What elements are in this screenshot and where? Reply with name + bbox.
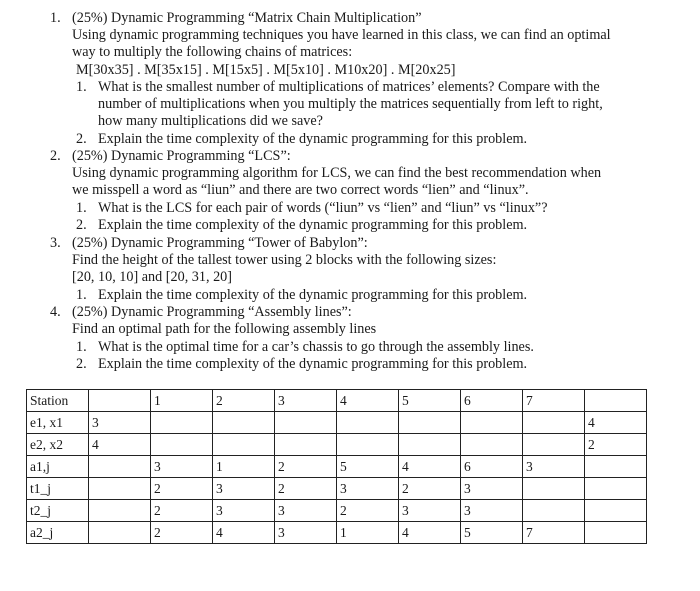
table-cell <box>275 412 337 434</box>
table-cell <box>461 434 523 456</box>
table-cell: 2 <box>151 522 213 544</box>
table-cell <box>89 478 151 500</box>
question-2-sub-2-number: 2. <box>76 217 87 233</box>
question-4-title: (25%) Dynamic Programming “Assembly lines”: <box>72 304 352 320</box>
table-cell: 4 <box>337 390 399 412</box>
question-2-body-line: we misspell a word as “liun” and there are two correct words “lien” and “linux”. <box>72 182 529 198</box>
table-cell: 3 <box>213 478 275 500</box>
table-cell: 3 <box>399 500 461 522</box>
table-row <box>27 500 647 522</box>
table-cell <box>585 456 647 478</box>
table-cell: 3 <box>275 390 337 412</box>
table-cell: 4 <box>89 434 151 456</box>
question-1-number: 1. <box>50 10 61 26</box>
table-cell: a1,j <box>27 456 89 478</box>
table-cell: 3 <box>89 412 151 434</box>
table-cell: 2 <box>585 434 647 456</box>
table-cell <box>275 434 337 456</box>
table-cell: 5 <box>337 456 399 478</box>
table-cell <box>461 412 523 434</box>
table-cell: t1_j <box>27 478 89 500</box>
table-cell <box>523 434 585 456</box>
table-cell: 4 <box>399 522 461 544</box>
question-4-sub-2-number: 2. <box>76 356 87 372</box>
question-3-number: 3. <box>50 235 61 251</box>
question-2-sub-1-number: 1. <box>76 200 87 216</box>
table-cell: Station <box>27 390 89 412</box>
table-cell <box>337 412 399 434</box>
question-1-sub-1-line: What is the smallest number of multiplications of matrices’ elements? Compare with the <box>98 79 600 95</box>
table-cell: 3 <box>151 456 213 478</box>
table-row <box>27 434 647 456</box>
table-cell <box>151 412 213 434</box>
table-cell: 6 <box>461 456 523 478</box>
question-4-sub-1-number: 1. <box>76 339 87 355</box>
assembly-line-table <box>26 389 647 544</box>
table-cell: 4 <box>585 412 647 434</box>
table-cell: 5 <box>461 522 523 544</box>
question-1-body-line: Using dynamic programming techniques you have learned in this class, we can find an optimal <box>72 27 611 43</box>
question-4-number: 4. <box>50 304 61 320</box>
table-cell <box>585 390 647 412</box>
table-cell: 2 <box>275 456 337 478</box>
table-cell: 2 <box>275 478 337 500</box>
question-3-body-line: [20, 10, 10] and [20, 31, 20] <box>72 269 232 285</box>
table-cell: 3 <box>337 478 399 500</box>
question-2-body-line: Using dynamic programming algorithm for LCS, we can find the best recommendation when <box>72 165 602 181</box>
table-row <box>27 412 647 434</box>
matrix-chain: M[30x35] . M[35x15] . M[15x5] . M[5x10] . M10x20] . M[20x25] <box>76 62 456 78</box>
table-cell <box>89 390 151 412</box>
question-2-sub-2-line: Explain the time complexity of the dynamic programming for this problem. <box>98 217 528 233</box>
table-cell: 6 <box>461 390 523 412</box>
table-cell <box>523 478 585 500</box>
question-2-number: 2. <box>50 148 61 164</box>
table-cell: 1 <box>337 522 399 544</box>
question-1-sub-2-number: 2. <box>76 131 87 147</box>
table-cell <box>89 522 151 544</box>
table-cell: 1 <box>213 456 275 478</box>
table-row <box>27 478 647 500</box>
question-2-title: (25%) Dynamic Programming “LCS”: <box>72 148 291 164</box>
table-cell <box>585 478 647 500</box>
table-cell: 3 <box>461 500 523 522</box>
table-cell <box>585 500 647 522</box>
table-cell: 3 <box>275 500 337 522</box>
table-cell: 4 <box>213 522 275 544</box>
table-cell <box>399 434 461 456</box>
table-cell: 3 <box>523 456 585 478</box>
table-cell: 2 <box>399 478 461 500</box>
question-2-sub-1-line: What is the LCS for each pair of words (“liun” vs “lien” and “liun” vs “linux”? <box>98 200 548 216</box>
table-cell <box>213 434 275 456</box>
question-4-sub-2-line: Explain the time complexity of the dynamic programming for this problem. <box>98 356 528 372</box>
table-cell: 4 <box>399 456 461 478</box>
table-cell <box>399 412 461 434</box>
table-cell <box>337 434 399 456</box>
question-1-sub-1-line: number of multiplications when you multiply the matrices sequentially from left to right, <box>98 96 603 112</box>
table-cell: 7 <box>523 522 585 544</box>
question-1-sub-2-line: Explain the time complexity of the dynamic programming for this problem. <box>98 131 528 147</box>
table-cell <box>89 500 151 522</box>
question-4-sub-1-line: What is the optimal time for a car’s chassis to go through the assembly lines. <box>98 339 534 355</box>
question-1-title: (25%) Dynamic Programming “Matrix Chain Multiplication” <box>72 10 422 26</box>
question-3-body-line: Find the height of the tallest tower using 2 blocks with the following sizes: <box>72 252 497 268</box>
question-3-sub-1-line: Explain the time complexity of the dynamic programming for this problem. <box>98 287 528 303</box>
table-cell <box>89 456 151 478</box>
table-cell: 3 <box>275 522 337 544</box>
table-cell: 7 <box>523 390 585 412</box>
table-cell: 3 <box>461 478 523 500</box>
table-cell: a2_j <box>27 522 89 544</box>
table-cell <box>523 412 585 434</box>
table-cell: 2 <box>213 390 275 412</box>
table-cell: t2_j <box>27 500 89 522</box>
question-1-sub-1-line: how many multiplications did we save? <box>98 113 323 129</box>
table-cell: 2 <box>151 500 213 522</box>
question-3-title: (25%) Dynamic Programming “Tower of Babylon”: <box>72 235 368 251</box>
question-1-sub-1-number: 1. <box>76 79 87 95</box>
table-cell: e2, x2 <box>27 434 89 456</box>
table-cell <box>585 522 647 544</box>
table-header-row <box>27 390 647 412</box>
table-cell <box>213 412 275 434</box>
question-3-sub-1-number: 1. <box>76 287 87 303</box>
table-cell: 2 <box>337 500 399 522</box>
question-1-body-line: way to multiply the following chains of matrices: <box>72 44 353 60</box>
question-4-body-line: Find an optimal path for the following assembly lines <box>72 321 377 337</box>
table-cell: 1 <box>151 390 213 412</box>
table-cell: 5 <box>399 390 461 412</box>
table-row <box>27 522 647 544</box>
table-cell: 2 <box>151 478 213 500</box>
table-cell: e1, x1 <box>27 412 89 434</box>
table-cell: 3 <box>213 500 275 522</box>
table-cell <box>523 500 585 522</box>
table-cell <box>151 434 213 456</box>
table-row <box>27 456 647 478</box>
